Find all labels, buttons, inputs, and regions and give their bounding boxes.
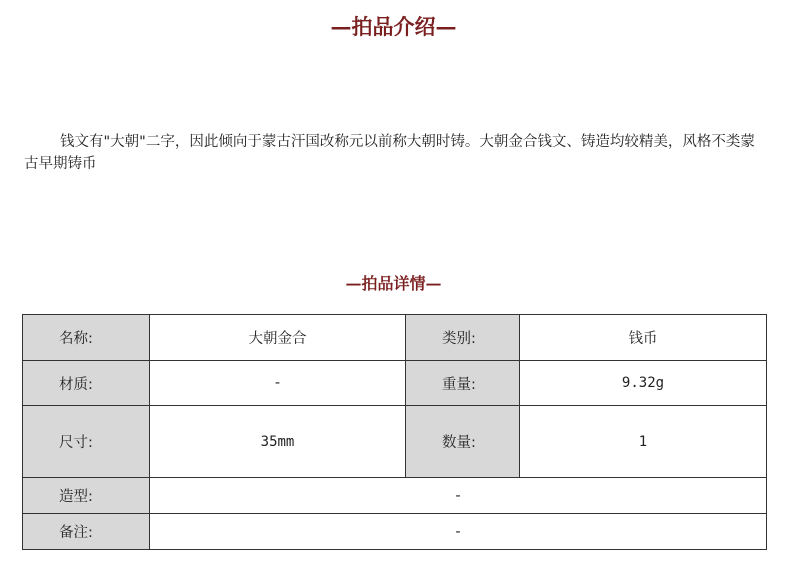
material-label: 材质: <box>23 361 150 406</box>
name-value: 大朝金合 <box>150 315 406 361</box>
category-value: 钱币 <box>520 315 767 361</box>
intro-paragraph: 钱文有"大朝"二字，因此倾向于蒙古汗国改称元以前称大朝时铸。大朝金合钱文、铸造均较精美，风格不类蒙古早期铸币 <box>24 134 755 172</box>
details-section-title: —拍品详情— <box>345 274 442 293</box>
size-value: 35mm <box>150 406 406 478</box>
remarks-value: - <box>150 514 767 550</box>
shape-value: - <box>150 478 767 514</box>
material-value: - <box>150 361 406 406</box>
intro-section-title: —拍品介绍— <box>330 14 457 39</box>
table-row <box>23 315 767 361</box>
table-row <box>23 406 767 478</box>
weight-value: 9.32g <box>520 361 767 406</box>
size-label: 尺寸: <box>23 406 150 478</box>
quantity-value: 1 <box>520 406 767 478</box>
table-row <box>23 361 767 406</box>
details-table <box>22 314 767 550</box>
table-row <box>23 514 767 550</box>
category-label: 类别: <box>406 315 520 361</box>
name-label: 名称: <box>23 315 150 361</box>
weight-label: 重量: <box>406 361 520 406</box>
quantity-label: 数量: <box>406 406 520 478</box>
shape-label: 造型: <box>23 478 150 514</box>
remarks-label: 备注: <box>23 514 150 550</box>
table-row <box>23 478 767 514</box>
